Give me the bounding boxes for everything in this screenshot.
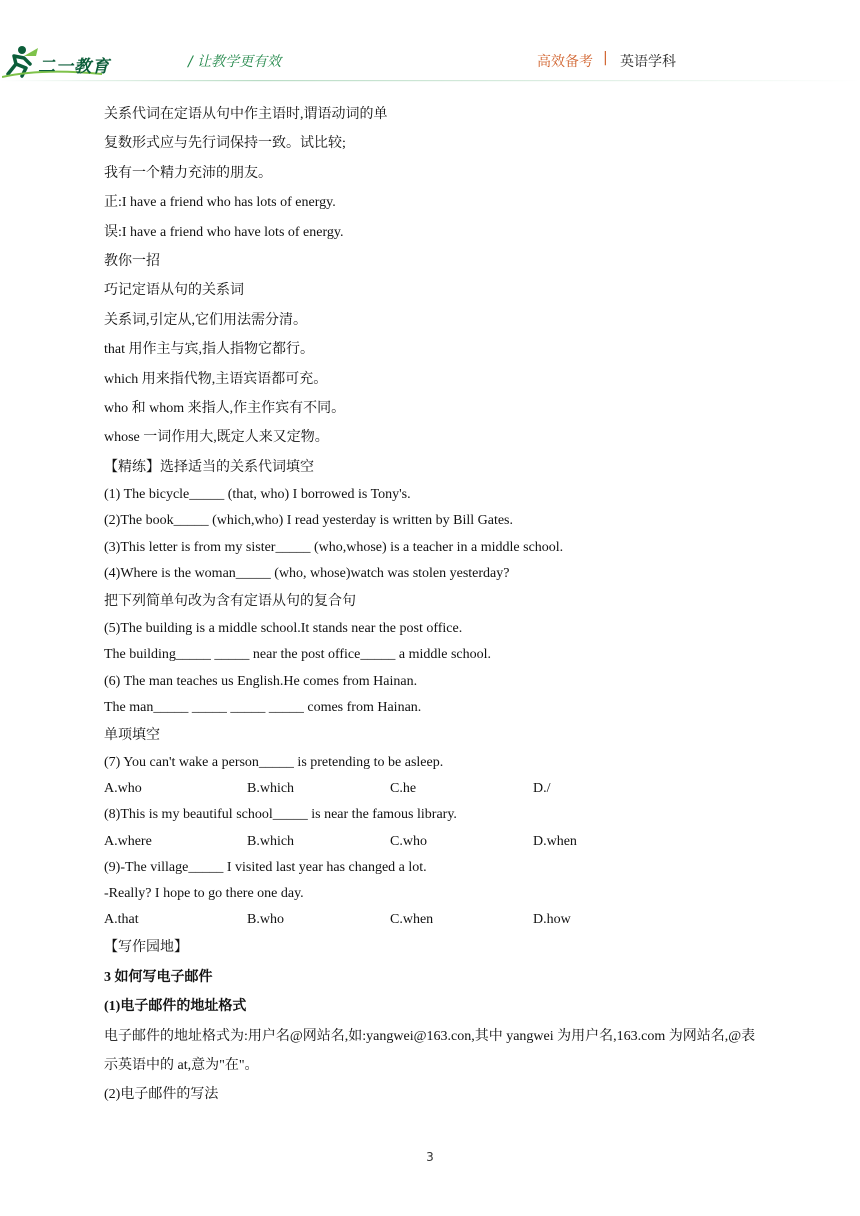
mcq-options [104, 907, 764, 933]
paragraph: 电子邮件的地址格式为:用户名@网站名,如:yangwei@163.con,其中 yangwei 为用户名,163.com 为网站名,@表示英语中的 at,意为"在"。 [104, 1028, 756, 1073]
header-tag-subject: 英语学科 [620, 54, 676, 70]
mcq-question: (9)-The village_____ I visited last year has changed a lot. [104, 859, 427, 875]
exercise-line: The building_____ _____ near the post office_____ a middle school. [104, 647, 492, 663]
option-b: B.who [247, 912, 284, 928]
text-line: 我有一个精力充沛的朋友。 [104, 165, 272, 181]
text-line: that 用作主与宾,指人指物它都行。 [104, 342, 314, 358]
text-line: 正:I have a friend who has lots of energy. [104, 195, 336, 211]
text-line: whose 一词作用大,既定人来又定物。 [104, 430, 329, 446]
mcq-question: (7) You can't wake a person_____ is pretending to be asleep. [104, 754, 444, 770]
mcq-options [104, 776, 764, 802]
exercise-instruction: 把下列简单句改为含有定语从句的复合句 [104, 594, 356, 610]
text-line: which 用来指代物,主语宾语都可充。 [104, 371, 328, 387]
mcq-dialogue: -Really? I hope to go there one day. [104, 885, 304, 901]
section-label: 【写作园地】 [104, 940, 188, 956]
mcq-options [104, 829, 764, 855]
text-line: 误:I have a friend who have lots of energy. [104, 224, 344, 240]
exercise-line: (5)The building is a middle school.It stands near the post office. [104, 621, 463, 637]
option-a: A.who [104, 781, 142, 797]
option-c: C.when [390, 912, 434, 928]
option-a: A.where [104, 833, 152, 849]
page-header [0, 0, 860, 86]
option-a: A.that [104, 912, 139, 928]
header-slogan: / 让教学更有效 [188, 54, 282, 70]
document-body [104, 100, 764, 1109]
writing-section [104, 933, 764, 1109]
mcq-question: (8)This is my beautiful school_____ is near the famous library. [104, 807, 457, 823]
exercise-line: (4)Where is the woman_____ (who, whose)watch was stolen yesterday? [104, 565, 510, 581]
text-line: 复数形式应与先行词保持一致。试比较; [104, 136, 346, 152]
grammar-notes [104, 100, 764, 482]
header-tag-exam: 高效备考 [537, 54, 593, 70]
exercise-block [104, 482, 764, 750]
subsection-heading: (2)电子邮件的写法 [104, 1086, 219, 1102]
text-line: 关系代词在定语从句中作主语时,谓语动词的单 [104, 107, 388, 122]
option-d: D./ [533, 781, 551, 797]
mcq-block [104, 750, 764, 933]
option-b: B.which [247, 833, 295, 849]
option-b: B.which [247, 781, 295, 797]
exercise-line: (1) The bicycle_____ (that, who) I borrowed is Tony's. [104, 487, 411, 503]
exercise-instruction: 单项填空 [104, 727, 160, 743]
option-d: D.when [533, 833, 577, 849]
option-d: D.how [533, 912, 571, 928]
text-line: who 和 whom 来指人,作主作宾有不同。 [104, 401, 346, 417]
text-line: 关系词,引定从,它们用法需分清。 [104, 312, 307, 328]
logo-text: 二一教育 [38, 57, 110, 76]
header-rule [0, 80, 860, 84]
exercise-line: (6) The man teaches us English.He comes from Hainan. [104, 673, 418, 689]
exercise-line: (2)The book_____ (which,who) I read yesterday is written by Bill Gates. [104, 513, 514, 529]
exercise-line: The man_____ _____ _____ _____ comes from Hainan. [104, 699, 422, 715]
exercise-line: (3)This letter is from my sister_____ (who,whose) is a teacher in a middle school. [104, 539, 564, 555]
subsection-heading: (1)电子邮件的地址格式 [104, 999, 247, 1015]
text-line: 教你一招 [104, 254, 160, 270]
section-heading: 3 如何写电子邮件 [104, 969, 213, 985]
section-label: 【精练】选择适当的关系代词填空 [104, 459, 314, 475]
option-c: C.who [390, 833, 427, 849]
header-separator: | [603, 50, 608, 66]
text-line: 巧记定语从句的关系词 [104, 283, 244, 299]
page-number: 3 [426, 1150, 434, 1164]
option-c: C.he [390, 781, 417, 797]
